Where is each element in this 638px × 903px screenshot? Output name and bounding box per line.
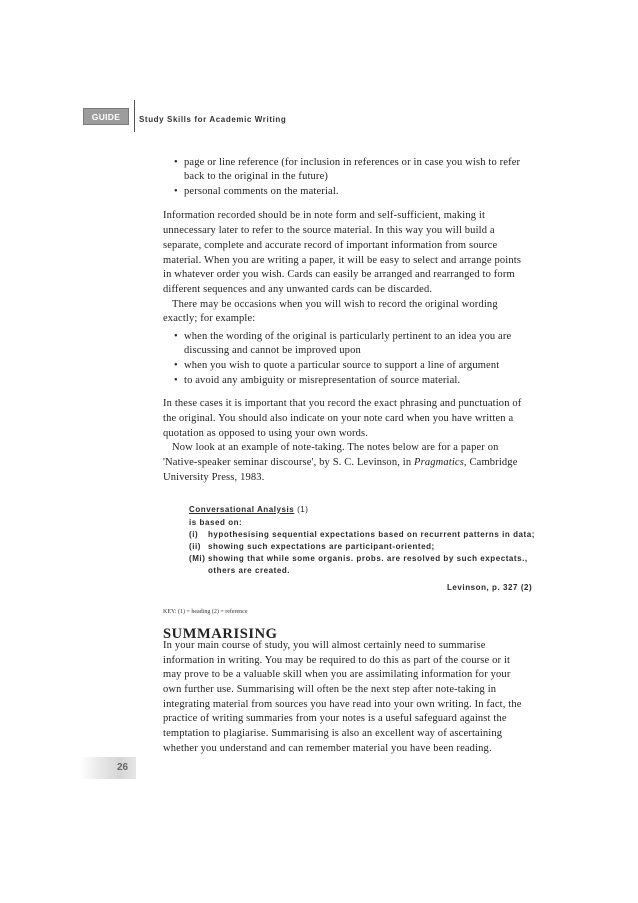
note-item-1-num: (i): [189, 530, 199, 539]
paragraph-line: temptation to plagiarise. Summarising is also an excellent way of ascertaining: [163, 728, 503, 739]
paragraph-line: integrating material from sources you have read into your own writing. In fact, the: [163, 699, 522, 710]
key-legend: KEY: (1) = heading (2) = reference: [163, 609, 248, 615]
note-reference: Levinson, p. 327 (2): [447, 583, 533, 592]
note-heading: Conversational Analysis: [189, 505, 295, 514]
note-heading-marker: (1): [297, 505, 309, 514]
paragraph-line: [163, 455, 518, 470]
paragraph-line: may prove to be a valuable skill when you are assimilating information for your: [163, 669, 511, 680]
section-title: SUMMARISING: [163, 626, 278, 642]
paragraph-line: In your main course of study, you will almost certainly need to summarise: [163, 640, 486, 651]
bullet-text: back to the original in the future): [184, 171, 329, 182]
paragraph-line: different sequences and any unwanted cards can be discarded.: [163, 284, 433, 295]
paragraph-line: Information recorded should be in note form and self-sufficient, making it: [163, 210, 486, 221]
note-item-3-num: (Mi): [189, 554, 206, 563]
guide-label: GUIDE: [91, 111, 121, 122]
running-header-title: Study Skills for Academic Writing: [139, 115, 287, 124]
paragraph-line: information in writing. You may be required to do this as part of the course or it: [163, 655, 511, 666]
paragraph-line: quotation as opposed to using your own words.: [163, 428, 369, 439]
note-heading-line: [189, 504, 309, 516]
paragraph-line: There may be occasions when you will wish to record the original wording: [172, 299, 498, 310]
note-item-2: showing such expectations are participant-oriented;: [208, 542, 435, 551]
bullet-marker: •: [174, 157, 178, 168]
paragraph-line: material. When you are writing a paper, it will be easy to select and arrange points: [163, 255, 522, 266]
book-title: Pragmatics,: [414, 457, 467, 468]
bullet-marker: •: [174, 360, 178, 371]
citation-text: 'Native-speaker seminar discourse', by S. C. Levinson, in: [163, 457, 415, 468]
bullet-marker: •: [174, 331, 178, 342]
bullet-text: personal comments on the material.: [184, 186, 339, 197]
note-item-2-num: (ii): [189, 542, 201, 551]
bullet-text: when the wording of the original is particularly pertinent to an idea you are: [184, 331, 512, 342]
guide-label-box: [83, 108, 129, 125]
note-item-3-continued: others are created.: [208, 566, 291, 575]
paragraph-line: In these cases it is important that you record the exact phrasing and punctuation of: [163, 398, 522, 409]
paragraph-line: exactly; for example:: [163, 313, 256, 324]
paragraph-line: in whatever order you wish. Cards can easily be arranged and rearranged to form: [163, 269, 515, 280]
citation-publisher: Cambridge: [466, 457, 518, 468]
bullet-marker: •: [174, 186, 178, 197]
header-divider: [134, 100, 135, 132]
paragraph-line: whether you understand and can remember material you have been reading.: [163, 743, 492, 754]
bullet-marker: •: [174, 375, 178, 386]
bullet-text: to avoid any ambiguity or misrepresentation of source material.: [184, 375, 461, 386]
page-number: 26: [117, 762, 129, 773]
note-item-3: showing that while some organis. probs. are resolved by such expectats.,: [208, 554, 528, 563]
paragraph-line: Now look at an example of note-taking. The notes below are for a paper on: [172, 442, 499, 453]
paragraph-line: unnecessary later to refer to the source material. In this way you will build a: [163, 225, 495, 236]
note-based-on: is based on:: [189, 518, 243, 527]
paragraph-line: University Press, 1983.: [163, 472, 265, 483]
bullet-text: when you wish to quote a particular source to support a line of argument: [184, 360, 500, 371]
note-item-1: hypothesising sequential expectations based on recurrent patterns in data;: [208, 530, 535, 539]
paragraph-line: the original. You should also indicate on your note card when you have written a: [163, 413, 514, 424]
bullet-text: page or line reference (for inclusion in references or in case you wish to refer: [184, 157, 521, 168]
bullet-text: discussing and cannot be improved upon: [184, 345, 361, 356]
paragraph-line: practice of writing summaries from your notes is a useful safeguard against the: [163, 713, 507, 724]
paragraph-line: separate, complete and accurate record of important information from source: [163, 240, 498, 251]
paragraph-line: own further use. Summarising will often be the next step after note-taking in: [163, 684, 497, 695]
